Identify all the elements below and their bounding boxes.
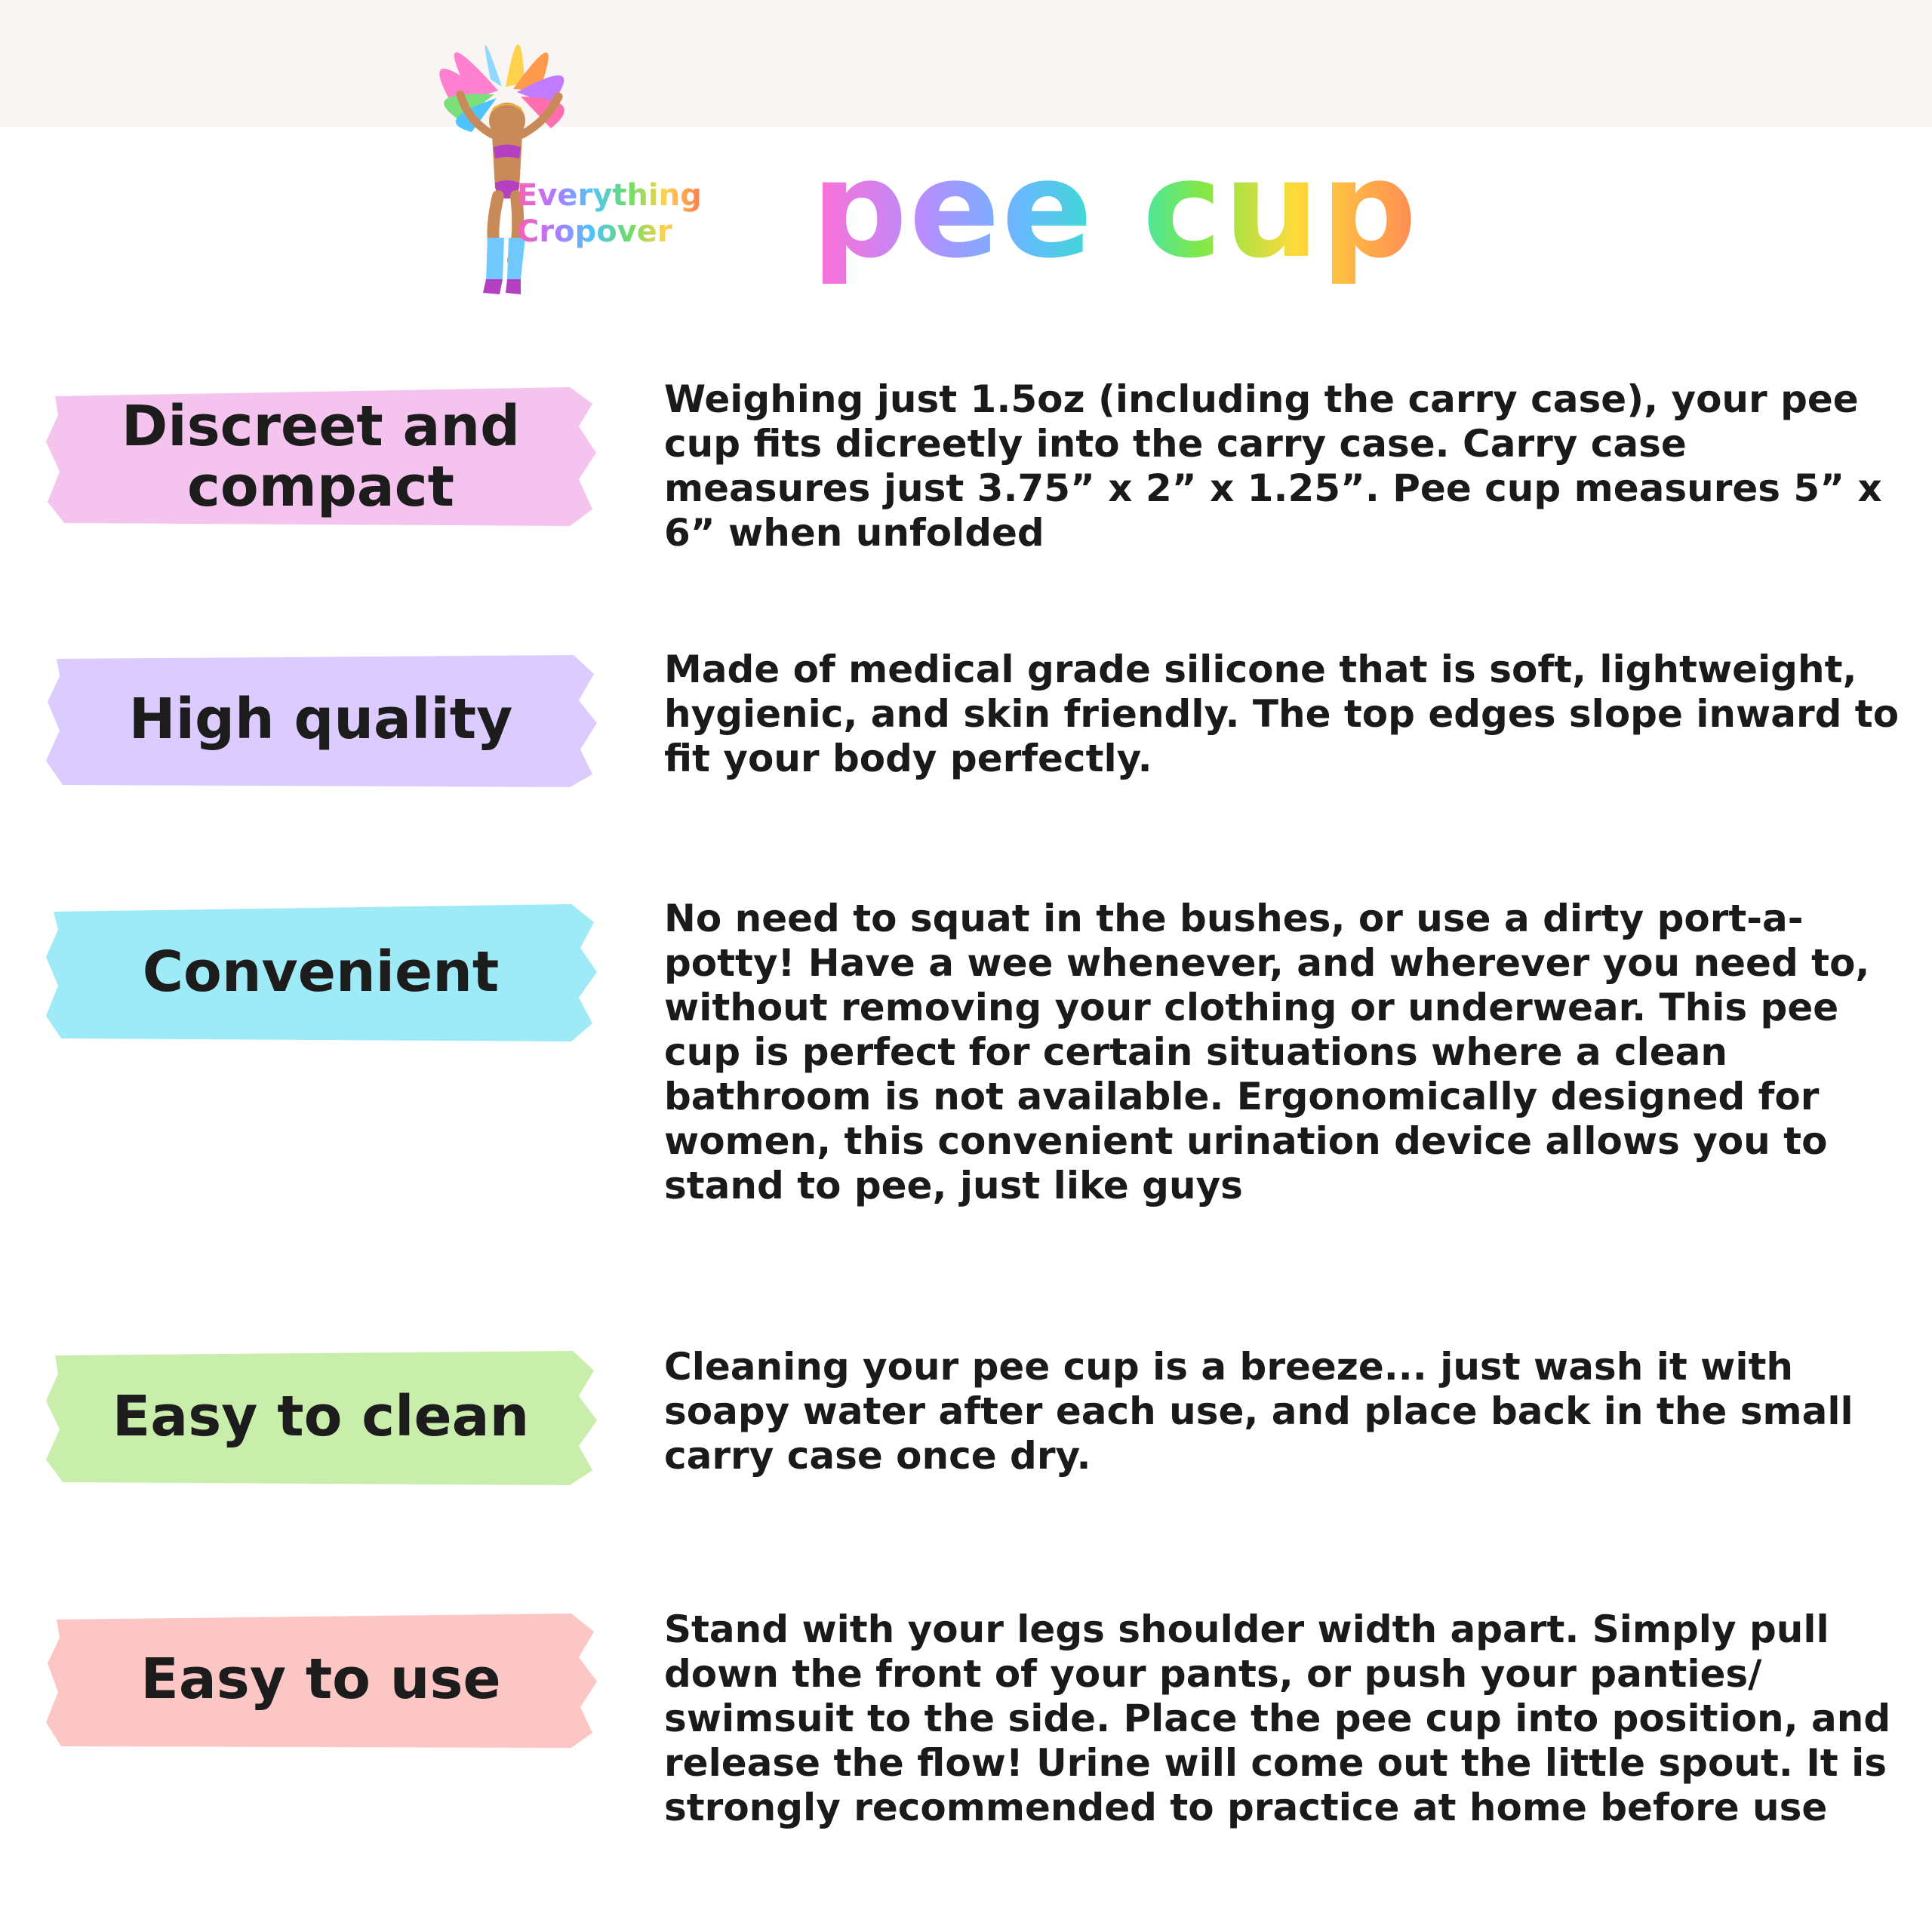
feature-label-badge [42,1607,600,1751]
feature-label: Convenient [142,939,500,1004]
top-band [0,0,1932,127]
page-title: pee cup [811,131,1419,288]
logo-line-1: Everything [517,178,702,213]
feature-label: Easy to clean [112,1384,530,1449]
logo-line-2: Cropover [517,214,672,249]
logo-text [517,177,702,250]
feature-label-badge [42,898,600,1045]
feature-description: Cleaning your pee cup is a breeze... just wash it with soapy water after each use, and place back in the small carry case once dry. [664,1345,1854,1478]
feature-label-badge [42,1345,600,1488]
carnival-dancer-icon [408,8,740,309]
feature-label-badge [42,648,600,791]
brand-logo [408,8,740,309]
feature-description: No need to squat in the bushes, or use a dirty port-a-potty! Have a wee whenever, and wherever you need to, without removing your clothing or underwear. This pee cup is perfect for certain situations where a clean bathroom is not available. Ergonomically designed for women, this convenient urination device allows you to stand to pee, just like guys [664,897,1870,1208]
feature-label: Discreet and compact [121,394,521,519]
feature-description: Weighing just 1.5oz (including the carry case), your pee cup fits dicreetly into the carry case. Carry case measures just 3.75” x 2” x 1.25”. Pee cup measures 5” x 6” when unfolded [664,377,1882,555]
feature-label-badge [42,381,600,532]
feature-description: Stand with your legs shoulder width apart. Simply pull down the front of your pants, or push your panties/ swimsuit to the side. Place the pee cup into position, and release the flow! Urine will come out the little spout. It is strongly recommended to practice at home before use [664,1607,1891,1829]
feature-description: Made of medical grade silicone that is soft, lightweight, hygienic, and skin friendly. The top edges slope inward to fit your body perfectly. [664,648,1900,780]
feature-label: High quality [128,687,513,752]
feature-label: Easy to use [140,1647,501,1712]
